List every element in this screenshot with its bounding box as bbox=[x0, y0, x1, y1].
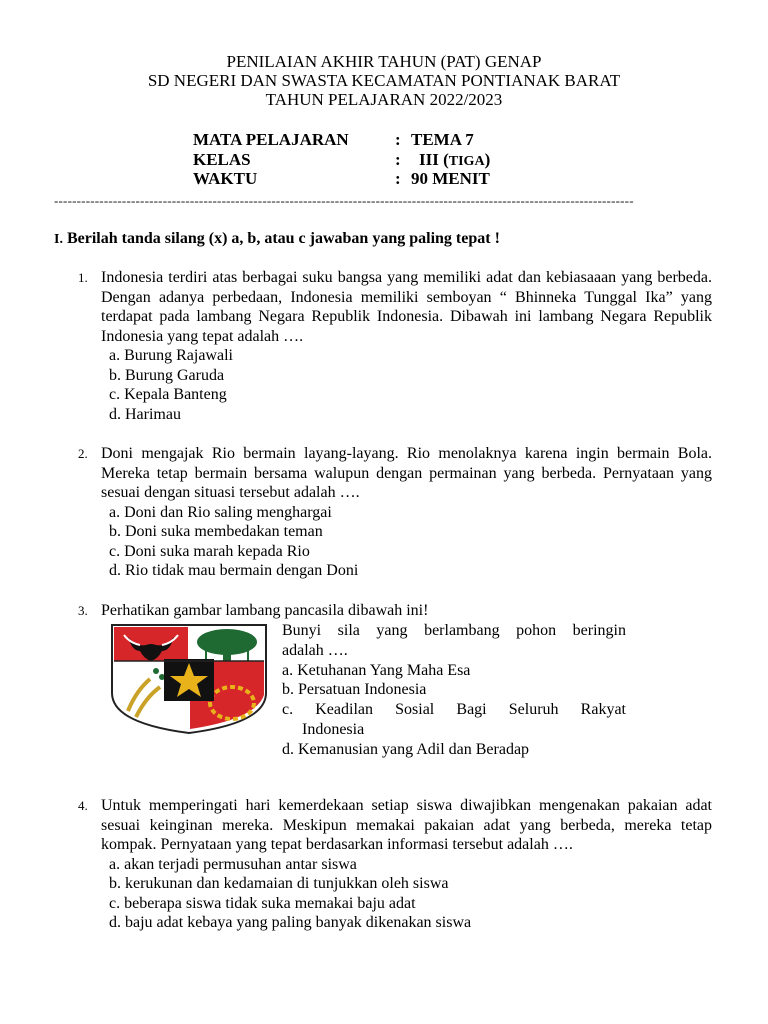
exam-header bbox=[0, 52, 768, 109]
question-text: Perhatikan gambar lambang pancasila dibawah ini! bbox=[101, 602, 429, 619]
option-c[interactable]: c. beberapa siswa tidak suka memakai baju adat bbox=[109, 894, 416, 912]
meta-value: 90 MENIT bbox=[411, 169, 490, 188]
option-a[interactable]: a. akan terjadi permusuhan antar siswa bbox=[109, 855, 357, 873]
question-text: Untuk memperingati hari kemerdekaan setiap siswa diwajibkan mengenakan pakaian adat sesuai keinginan mereka. Meskipun memakai pakaian adat yang berbeda, mereka tetap kompak. Pernyataan yang tepat berdasarkan informasi tersebut adalah …. bbox=[101, 797, 712, 853]
meta-colon: : bbox=[395, 149, 401, 169]
section-roman: I. bbox=[54, 232, 63, 247]
section-instruction bbox=[54, 230, 500, 248]
question-1 bbox=[78, 268, 712, 424]
header-title: PENILAIAN AKHIR TAHUN (PAT) GENAP bbox=[226, 52, 542, 71]
option-list bbox=[78, 855, 712, 933]
meta-value: TEMA 7 bbox=[411, 130, 474, 149]
meta-value-close: ) bbox=[484, 149, 491, 169]
option-c[interactable]: c. Keadilan Sosial Bagi Seluruh Rakyat bbox=[282, 701, 626, 719]
option-a[interactable]: a. Ketuhanan Yang Maha Esa bbox=[282, 661, 471, 679]
meta-colon: : bbox=[395, 130, 401, 149]
header-year: TAHUN PELAJARAN 2022/2023 bbox=[265, 90, 503, 109]
question-number: 1. bbox=[78, 270, 88, 285]
meta-value bbox=[419, 150, 490, 172]
option-a[interactable]: a. Doni dan Rio saling menghargai bbox=[109, 503, 332, 521]
option-b[interactable]: b. kerukunan dan kedamaian di tunjukkan oleh siswa bbox=[109, 875, 449, 892]
meta-value-small: TIGA bbox=[448, 153, 485, 169]
option-b[interactable]: b. Burung Garuda bbox=[109, 366, 225, 384]
option-a[interactable]: a. Burung Rajawali bbox=[109, 347, 233, 364]
question-number: 3. bbox=[78, 603, 88, 618]
question-text: Indonesia terdiri atas berbagai suku bangsa yang memiliki adat dan kebiasaaan yang berbeda. Dengan adanya perbedaan, Indonesia memiliki semboyan “ Bhinneka Tunggal Ika” yang terdapat pada lambang Negara Republik Indonesia. Dibawah ini lambang Negara Republik Indonesia yang tepat adalah …. bbox=[101, 269, 712, 345]
option-d[interactable]: d. Rio tidak mau bermain dengan Doni bbox=[109, 562, 359, 579]
option-c[interactable]: c. Doni suka marah kepada Rio bbox=[109, 542, 310, 560]
option-c[interactable]: c. Kepala Banteng bbox=[109, 386, 227, 403]
question-3-options bbox=[282, 621, 626, 760]
question-3 bbox=[78, 601, 712, 621]
meta-label: KELAS bbox=[193, 149, 251, 169]
question-prompt: Bunyi sila yang berlambang pohon beringin bbox=[282, 622, 626, 639]
option-c-cont[interactable]: Indonesia bbox=[302, 720, 365, 738]
option-d[interactable]: d. baju adat kebaya yang paling banyak dikenakan siswa bbox=[109, 914, 472, 931]
header-school: SD NEGERI DAN SWASTA KECAMATAN PONTIANAK BARAT bbox=[147, 71, 621, 90]
question-number: 4. bbox=[78, 798, 88, 813]
meta-value-main: III ( bbox=[419, 149, 449, 169]
question-text: Doni mengajak Rio bermain layang-layang. Rio menolaknya karena ingin bermain Bola. Mereka tetap bermain bersama walupun dengan permainan yang berbeda. Pernyataan yang sesuai dengan situasi tersebut adalah …. bbox=[101, 445, 712, 501]
option-b[interactable]: b. Doni suka membedakan teman bbox=[109, 523, 323, 540]
pancasila-shield-image bbox=[106, 623, 272, 735]
option-d[interactable]: d. Harimau bbox=[109, 405, 181, 423]
question-2 bbox=[78, 444, 712, 581]
instruction-text: Berilah tanda silang (x) a, b, atau c jawaban yang paling tepat ! bbox=[66, 230, 500, 247]
meta-label: MATA PELAJARAN bbox=[193, 130, 349, 149]
meta-colon: : bbox=[395, 169, 401, 188]
question-prompt-cont: adalah …. bbox=[282, 641, 348, 659]
question-number: 2. bbox=[78, 446, 88, 461]
header-divider: -------------------------------------------------------------------------------------------------------------------------------- bbox=[54, 193, 634, 207]
option-d[interactable]: d. Kemanusian yang Adil dan Beradap bbox=[282, 740, 530, 758]
option-list bbox=[78, 346, 712, 424]
option-b[interactable]: b. Persatuan Indonesia bbox=[282, 681, 427, 699]
option-list bbox=[78, 503, 712, 581]
question-4 bbox=[78, 796, 712, 933]
meta-label: WAKTU bbox=[193, 169, 258, 188]
